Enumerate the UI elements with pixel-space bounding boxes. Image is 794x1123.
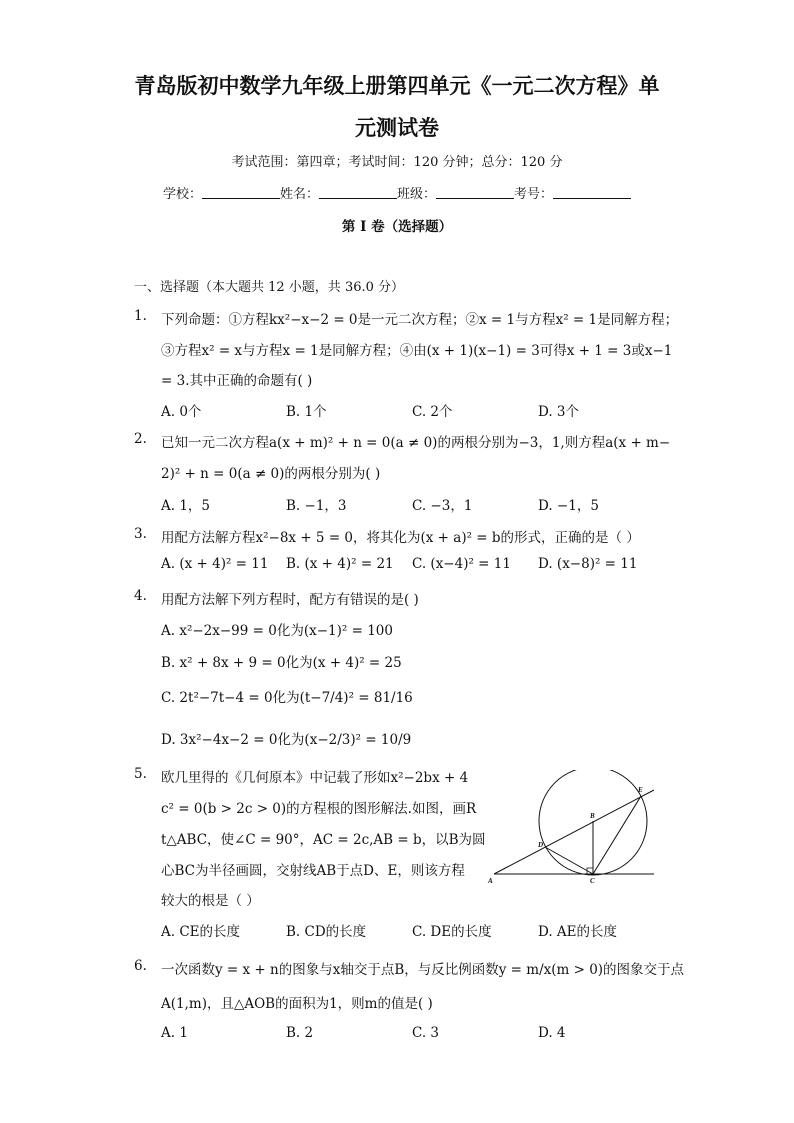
question-text-line: 一次函数y = x + n的图象与x轴交于点B，与反比例函数y = m/x(m > 0)的图象交于点 bbox=[161, 962, 685, 978]
option-c[interactable]: C. (x−4)² = 11 bbox=[412, 556, 511, 572]
label-b: B bbox=[590, 812, 595, 820]
option-b[interactable]: B. 2 bbox=[286, 1025, 314, 1041]
option-b[interactable]: B. CD的长度 bbox=[286, 924, 367, 940]
question-number: 1. bbox=[134, 308, 147, 324]
question-text-line: c² = 0(b > 2c > 0)的方程根的图形解法.如图，画R bbox=[161, 801, 477, 817]
school-label: 学校： bbox=[163, 187, 203, 202]
option-b[interactable]: B. 1个 bbox=[286, 404, 327, 420]
label-d: D bbox=[538, 841, 544, 849]
student-info-fields bbox=[163, 183, 631, 202]
label-e: E bbox=[638, 786, 643, 794]
question-text-line: = 3.其中正确的命题有( ) bbox=[161, 373, 313, 389]
question-text-line: ③方程x² = x与方程x = 1是同解方程；④由(x + 1)(x−1) = 3可得x + 1 = 3或x−1 bbox=[161, 343, 673, 359]
question-text-line: 已知一元二次方程a(x + m)² + n = 0(a ≠ 0)的两根分别为−3，1,则方程a(x + m− bbox=[161, 435, 671, 451]
option-b[interactable]: B. (x + 4)² = 21 bbox=[286, 556, 394, 572]
class-label: 班级： bbox=[397, 187, 437, 202]
section-heading: 一、选择题（本大题共 12 小题，共 36.0 分） bbox=[134, 280, 405, 295]
question-text-line: 用配方法解下列方程时，配方有错误的是( ) bbox=[161, 592, 419, 608]
number-label: 考号： bbox=[514, 187, 554, 202]
option-c[interactable]: C. DE的长度 bbox=[412, 924, 492, 940]
question-text-line: 较大的根是（ ） bbox=[161, 893, 260, 909]
ray-ab bbox=[494, 790, 654, 874]
option-a[interactable]: A. (x + 4)² = 11 bbox=[161, 556, 269, 572]
option-b[interactable]: B. −1，3 bbox=[286, 498, 347, 514]
question-number: 2. bbox=[134, 431, 147, 447]
school-blank[interactable] bbox=[202, 186, 280, 199]
class-blank[interactable] bbox=[436, 186, 514, 199]
segment-cd bbox=[545, 847, 593, 874]
option-c[interactable]: C. −3，1 bbox=[412, 498, 473, 514]
option-d[interactable]: D. 3个 bbox=[538, 404, 580, 420]
question-text-line: 下列命题：①方程kx²−x−2 = 0是一元二次方程；②x = 1与方程x² = 1是同解方程； bbox=[161, 312, 679, 328]
option-a[interactable]: A. CE的长度 bbox=[161, 924, 241, 940]
question-text-line: 2)² + n = 0(a ≠ 0)的两根分别为( ) bbox=[161, 466, 381, 482]
volume-title: 第 I 卷（选择题） bbox=[341, 219, 453, 235]
name-blank[interactable] bbox=[319, 186, 397, 199]
question-text-line: 心BC为半径画圆，交射线AB于点D、E，则该方程 bbox=[161, 863, 465, 879]
question-number: 3. bbox=[134, 526, 147, 542]
question-text-line: t△ABC，使∠C = 90°，AC = 2c,AB = b，以B为圆 bbox=[161, 832, 486, 848]
option-a[interactable]: A. 1，5 bbox=[161, 498, 211, 514]
option-a[interactable]: A. 1 bbox=[161, 1025, 188, 1041]
option-d[interactable]: D. AE的长度 bbox=[538, 924, 618, 940]
label-c: C bbox=[590, 877, 595, 885]
option-b[interactable]: B. x² + 8x + 9 = 0化为(x + 4)² = 25 bbox=[161, 655, 402, 671]
paper-title-line1: 青岛版初中数学九年级上册第四单元《一元二次方程》单 bbox=[134, 74, 660, 98]
label-a: A bbox=[488, 877, 493, 885]
option-d[interactable]: D. (x−8)² = 11 bbox=[538, 556, 638, 572]
exam-info: 考试范围：第四章；考试时间：120 分钟；总分：120 分 bbox=[231, 155, 563, 170]
geometry-figure bbox=[486, 770, 662, 888]
number-blank[interactable] bbox=[553, 186, 631, 199]
question-number: 4. bbox=[134, 588, 147, 604]
option-a[interactable]: A. 0个 bbox=[161, 404, 202, 420]
question-number: 6. bbox=[134, 958, 147, 974]
option-a[interactable]: A. x²−2x−99 = 0化为(x−1)² = 100 bbox=[161, 623, 393, 639]
option-d[interactable]: D. 3x²−4x−2 = 0化为(x−2/3)² = 10/9 bbox=[161, 732, 412, 748]
segment-ce bbox=[593, 796, 641, 874]
option-d[interactable]: D. −1，5 bbox=[538, 498, 599, 514]
question-text-line: 欧几里得的《几何原本》中记载了形如x²−2bx + 4 bbox=[161, 770, 469, 786]
question-number: 5. bbox=[134, 766, 147, 782]
question-text-line: A(1,m)，且△AOB的面积为1，则m的值是( ) bbox=[161, 996, 433, 1012]
option-c[interactable]: C. 3 bbox=[412, 1025, 440, 1041]
question-text-line: 用配方法解方程x²−8x + 5 = 0，将其化为(x + a)² = b的形式，正确的是（ ） bbox=[161, 530, 640, 546]
option-c[interactable]: C. 2个 bbox=[412, 404, 453, 420]
paper-title-line2: 元测试卷 bbox=[355, 116, 439, 140]
name-label: 姓名： bbox=[280, 187, 320, 202]
option-c[interactable]: C. 2t²−7t−4 = 0化为(t−7/4)² = 81/16 bbox=[161, 690, 413, 706]
option-d[interactable]: D. 4 bbox=[538, 1025, 566, 1041]
